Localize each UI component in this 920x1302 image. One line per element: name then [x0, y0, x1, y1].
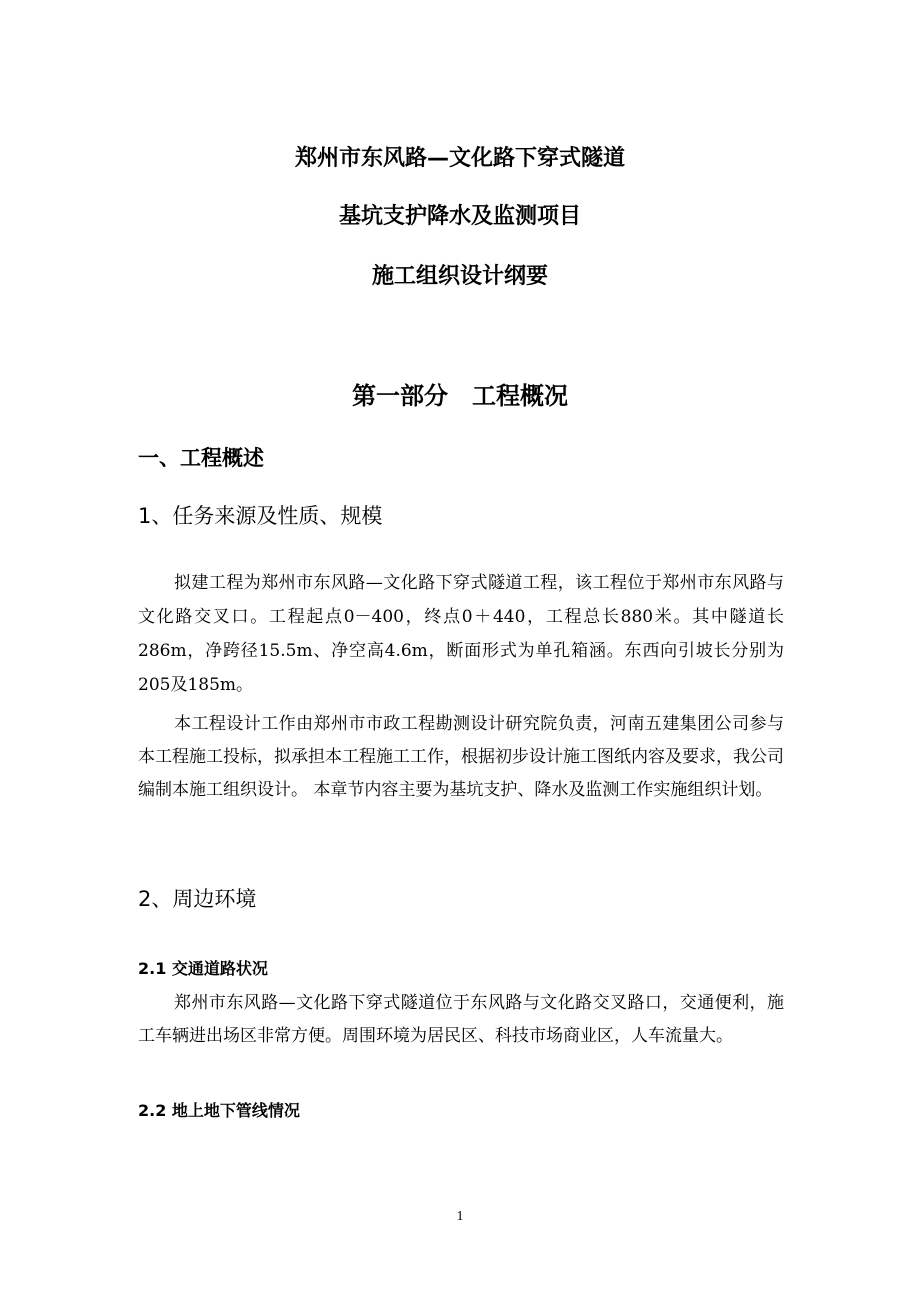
page-number: 1	[456, 1209, 464, 1224]
section-heading-overview: 一、工程概述	[138, 446, 264, 470]
paragraph-traffic-status: 郑州市东风路—文化路下穿式隧道位于东风路与文化路交叉路口，交通便利，施工车辆进出场区非常方便。周围环境为居民区、科技市场商业区，人车流量大。	[138, 993, 784, 1046]
section-heading-surroundings: 2、周边环境	[138, 887, 257, 911]
subsection-heading-traffic: 2.1 交通道路状况	[138, 959, 268, 978]
paragraph-design-responsibility: 本工程设计工作由郑州市市政工程勘测设计研究院负责，河南五建集团公司参与本工程施工投标，拟承担本工程施工工作，根据初步设计施工图纸内容及要求，我公司编制本施工组织设计。 本章节内容主要为基坑支护、降水及监测工作实施组织计划。	[138, 714, 784, 800]
part-title: 第一部分 工程概况	[352, 382, 568, 410]
doc-title-line-1: 郑州市东风路—文化路下穿式隧道	[294, 146, 625, 171]
doc-title-line-2: 基坑支护降水及监测项目	[338, 204, 581, 229]
doc-title-line-3: 施工组织设计纲要	[371, 264, 548, 289]
paragraph-project-description: 拟建工程为郑州市东风路—文化路下穿式隧道工程，该工程位于郑州市东风路与文化路交叉口。工程起点0－400，终点0＋440，工程总长880米。其中隧道长286m，净跨径15.5m、净空高4.6m，断面形式为单孔箱涵。东西向引坡长分别为205及185m。	[138, 573, 784, 695]
section-heading-task-source: 1、任务来源及性质、规模	[138, 504, 383, 528]
subsection-heading-pipelines: 2.2 地上地下管线情况	[138, 1101, 300, 1120]
